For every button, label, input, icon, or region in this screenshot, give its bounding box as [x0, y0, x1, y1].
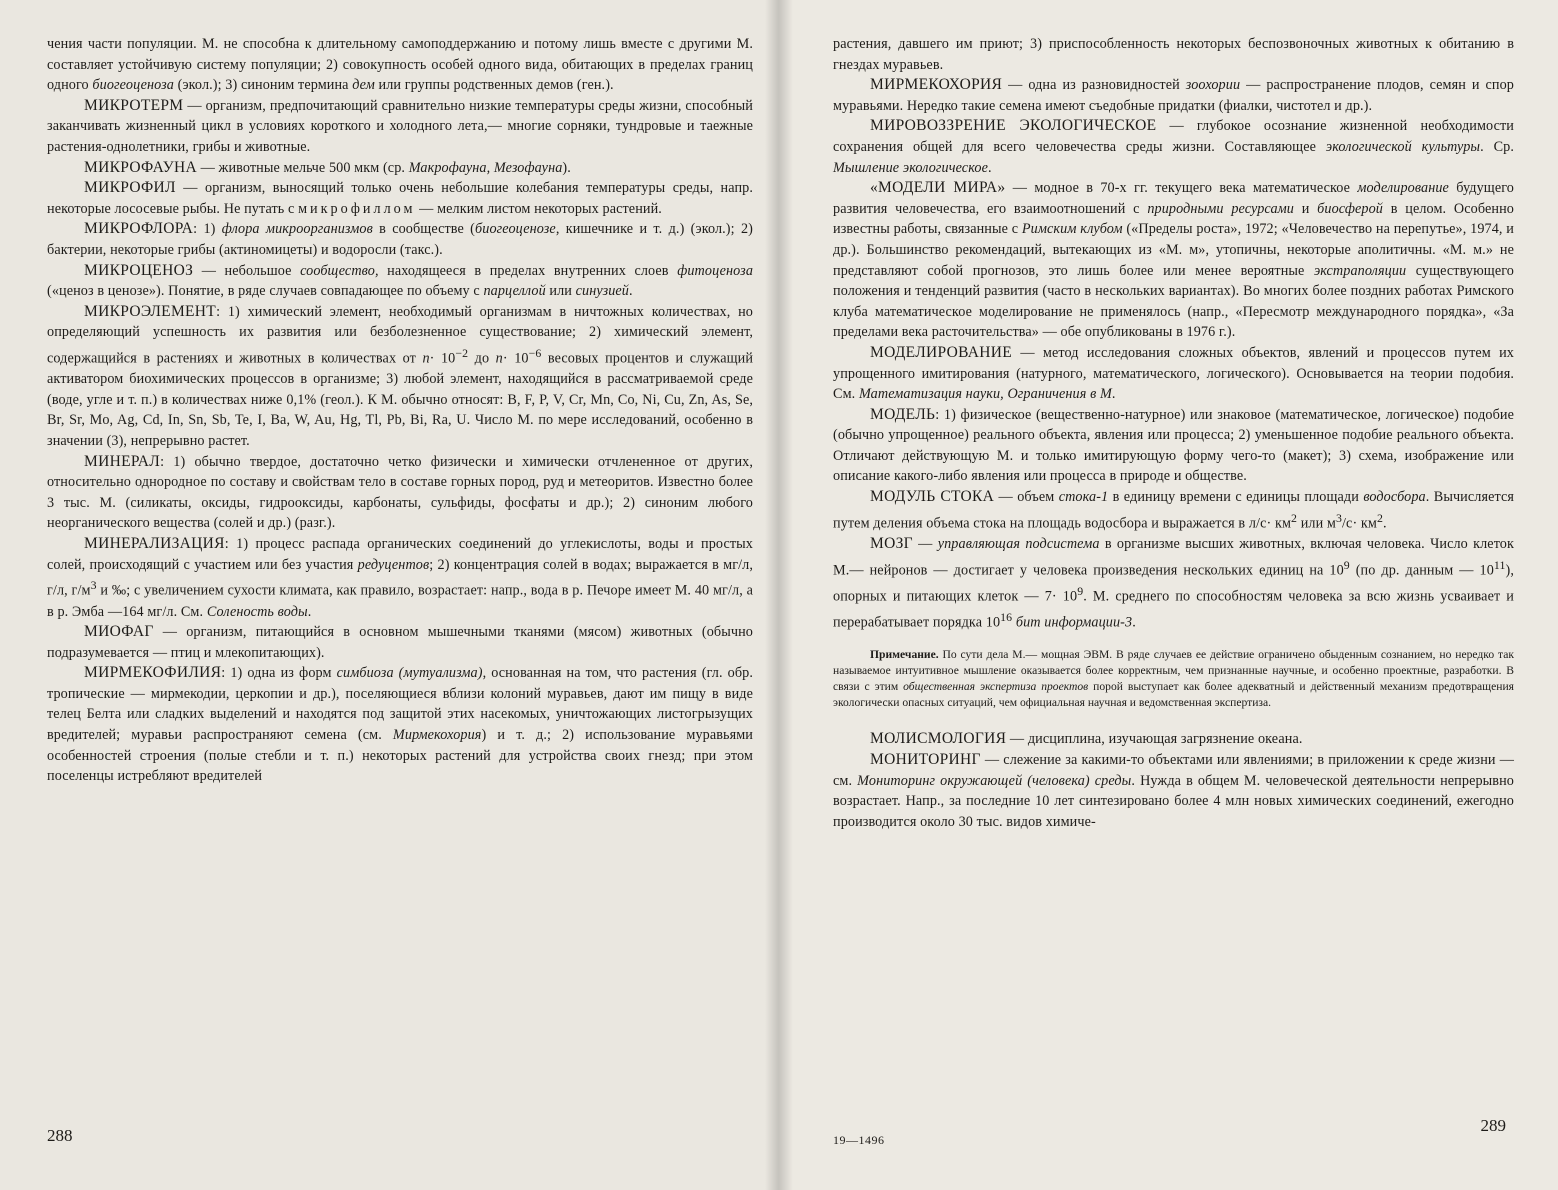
- superscript: 9: [1077, 583, 1084, 598]
- dictionary-entry-mikroflora: [47, 219, 753, 260]
- text-run: По сути дела М.— мощная ЭВМ. В ряде случаев ее действие ограничено обыденным сознанием, но нередко так называемое интуитивное мышление оказывается более корректным, чем признанные научные, и особенно проектные, разработки. В связи с этим: [833, 647, 1514, 693]
- text-run: весовых процентов и служащий активатором биохимических процессов в организме; 3) любой элемент, находящийся в рассматриваемой среде (воде, угле и т. п.) в количествах ниже 0,1% (геол.). К М. обычно относят: B, F, P, V, Cr, Mn, Co, Ni, Cu, Zn, As, Se, Br, Sr, Mo, Ag, Cd, In, Sn, Sb, Te, I, Ba, W, Au, Hg, Tl, Pb, Bi, Ra, U. Число М. по мере исследований, особенно в значении (3), непрерывно растет.: [47, 350, 754, 450]
- text-run: в целом. Особенно известны работы, связанные с: [833, 200, 1514, 238]
- text-run: или группы родственных демов (ген.).: [374, 77, 614, 94]
- text-run: .: [1383, 515, 1387, 532]
- text-run: /с· км: [1342, 515, 1377, 532]
- text-run: · 10: [429, 350, 456, 367]
- entry-headword: МИКРОТЕРМ: [84, 96, 184, 114]
- entry-headword: МИРОВОЗЗРЕНИЕ ЭКОЛОГИЧЕСКОЕ: [870, 117, 1157, 135]
- italic-term: водосбора: [1363, 489, 1426, 506]
- text-run: .: [1132, 614, 1136, 631]
- entry-headword: МИКРОФАУНА: [84, 158, 197, 176]
- text-run: или: [545, 283, 576, 300]
- italic-term: биогеоценозе: [475, 221, 556, 238]
- dictionary-entry-mirovozzrenie: [833, 116, 1514, 178]
- printer-signature: 19—1496: [833, 1133, 885, 1147]
- italic-term: общественная экспертиза проектов: [903, 679, 1089, 693]
- text-run: — одна из разновидностей: [1002, 77, 1186, 94]
- text-run: («ценоз в ценозе»). Понятие, в ряде случаев совпадающее по объему с: [47, 283, 484, 300]
- entry-headword: МОДУЛЬ СТОКА: [870, 488, 995, 506]
- text-run: .: [1111, 386, 1116, 403]
- superscript: 9: [1343, 557, 1350, 572]
- text-run: — распространение плодов, семян и спор муравьями. Нередко такие семена имеют съедобные придатки (фиалки, чистотел и др.).: [833, 77, 1514, 114]
- text-run: в организме высших животных, включая человека. Число клеток М.— нейронов — достигает у человека произведения нескольких единиц на 10: [833, 535, 1514, 579]
- italic-term: Мышление экологическое: [833, 159, 988, 176]
- italic-term: фитоценоза: [677, 262, 754, 279]
- text-run: в единицу времени с единицы площади: [1108, 489, 1364, 506]
- italic-term: управляющая подсистема: [937, 535, 1100, 552]
- dictionary-entry-cont2: [833, 34, 1514, 75]
- entry-headword: МОДЕЛЬ: [870, 405, 936, 423]
- superscript: −6: [528, 345, 542, 360]
- text-run: в сообществе (: [372, 221, 476, 238]
- dictionary-entry-modul-stoka: [833, 487, 1514, 534]
- text-run: и ‰; с увеличением сухости климата, как правило, возрастает: напр., вода в р. Печоре имеет М. 40 мг/л, а в р. Эмба —164 мг/л. См.: [47, 582, 753, 620]
- dictionary-entry-cont: [47, 34, 753, 96]
- italic-term: Соленость воды: [206, 603, 308, 620]
- entry-headword: МОЛИСМОЛОГИЯ: [870, 730, 1007, 748]
- entry-headword: МИРМЕКОХОРИЯ: [870, 76, 1003, 94]
- right-page-text-after-note: [833, 729, 1514, 832]
- text-run: микрофиллом: [298, 200, 416, 217]
- italic-term: природными ресурсами: [1147, 200, 1294, 217]
- dictionary-entry-mikroelement: [47, 302, 753, 452]
- text-run: . М. среднего по способностям человека за всю жизнь усваивает и перерабатывает порядка 10: [833, 588, 1515, 631]
- text-run: — организм, выносящий только очень небольшие колебания температуры среды, напр. некоторые лососевые рыбы. Не путать с: [47, 180, 753, 217]
- entry-headword: «МОДЕЛИ МИРА»: [870, 179, 1006, 197]
- superscript: 16: [1000, 610, 1013, 625]
- superscript: −2: [455, 345, 469, 360]
- dictionary-entry-mikrofil: [47, 178, 753, 219]
- text-run: — дисциплина, изучающая загрязнение океана.: [1006, 731, 1303, 748]
- text-run: — метод исследования сложных объектов, явлений и процессов путем их упрощенного имитирования (натурного, математического, логического). Основывается на теории подобия. См.: [833, 344, 1514, 403]
- italic-term: Математизация науки, Ограничения в М: [858, 386, 1112, 403]
- text-run: — организм, питающийся в основном мышечными тканями (мясом) животных (обычно подразумевается — птиц и млекопитающих).: [47, 624, 753, 661]
- superscript: 2: [1291, 510, 1298, 525]
- italic-term: Римским клубом: [1021, 221, 1123, 238]
- superscript: 3: [90, 578, 97, 593]
- dictionary-entry-mikrofauna: [47, 158, 753, 179]
- text-run: — организм, предпочитающий сравнительно низкие температуры среды жизни, способный заканчивать жизненный цикл в условиях короткого и холодного лета,— многие сорняки, тундровые и таежные растения-однолетники, грибы и животные.: [47, 97, 753, 155]
- text-run: — слежение за какими-то объектами или явлениями; в приложении к среде жизни — см.: [833, 751, 1514, 789]
- entry-headword: МИНЕРАЛ: [84, 452, 161, 470]
- text-run: —: [912, 535, 938, 552]
- dictionary-entry-model: [833, 405, 1514, 487]
- italic-term: парцеллой: [483, 283, 546, 300]
- text-run: или м: [1297, 515, 1336, 532]
- italic-term: биогеоценоза: [92, 77, 174, 94]
- dictionary-entry-mineralizaciya: [47, 534, 753, 622]
- italic-term: бит информации-3: [1015, 614, 1133, 631]
- text-run: : 1) физическое (вещественно-натурное) или знаковое (математическое, логическое) подобие (обычно упрощенное) реального объекта, явления или процесса; 2) уменьшенное подобие реального объекта. Отличают действующую М. и только имитирующую форму чего-то (макет); 3) схема, изображение или описание какого-либо явления или процесса в природе и обществе.: [833, 406, 1514, 485]
- text-run: — объем: [994, 489, 1059, 506]
- text-run: : 1) одна из форм: [221, 665, 337, 682]
- dictionary-entry-mozg: [833, 534, 1514, 634]
- dictionary-entry-molismologiya: [833, 729, 1514, 750]
- dictionary-entry-miofag: [47, 622, 753, 663]
- text-run: находящееся в пределах внутренних слоев: [378, 262, 678, 279]
- dictionary-entry-mikroterm: [47, 96, 753, 158]
- dictionary-entry-modeli-mira: [833, 178, 1514, 343]
- italic-term: Мониторинг окружающей (человека) среды: [857, 772, 1132, 789]
- text-run: — мелким листом некоторых растений.: [415, 200, 662, 217]
- italic-term: стока-1: [1058, 489, 1109, 506]
- text-run: — модное в 70-х гг. текущего века математическое: [1005, 180, 1358, 197]
- entry-headword: МИКРОФИЛ: [84, 179, 176, 197]
- superscript: 3: [1336, 510, 1343, 525]
- text-run: существующего положения и тенденций развития (часто в нескольких вариантах). Во многих более поздних работах Римского клуба математическое моделирование не применялось (напр., «Пересмотр международного порядка», «За пределами века расточительства» — обе опубликованы в 1976 г.).: [833, 262, 1514, 341]
- entry-headword: МИКРОЭЛЕМЕНТ: [84, 302, 217, 320]
- page-number-left: 288: [47, 1126, 73, 1145]
- note-label: Примечание.: [870, 647, 939, 661]
- text-run: и: [1294, 200, 1318, 217]
- entry-headword: МОНИТОРИНГ: [870, 750, 981, 768]
- entry-headword: МОДЕЛИРОВАНИЕ: [870, 343, 1013, 361]
- text-run: до: [468, 350, 496, 367]
- dictionary-entry-mirmekohoriya: [833, 75, 1514, 116]
- text-run: .: [307, 603, 312, 620]
- text-run: порой выступает как более адекватный и действенный механизм предотвращения экологически опасных ситуаций, чем официальная научная и ведомственная экспертиза.: [833, 679, 1514, 710]
- dictionary-entry-monitoring: [833, 750, 1514, 832]
- italic-term: симбиоза (мутуализма): [336, 665, 483, 682]
- entry-headword: МОЗГ: [870, 534, 913, 552]
- text-run: растения, давшего им приют; 3) приспособленность некоторых беспозвоночных животных к обитанию в гнездах муравьев.: [833, 36, 1514, 73]
- right-page-text: [833, 34, 1514, 634]
- italic-term: биосферой: [1317, 200, 1383, 217]
- entry-headword: МИНЕРАЛИЗАЦИЯ: [84, 534, 225, 552]
- text-run: ).: [562, 159, 571, 176]
- italic-term: экстраполяции: [1313, 262, 1407, 279]
- text-run: (экол.); 3) синоним термина: [174, 77, 353, 94]
- text-run: : 1): [193, 221, 222, 238]
- text-run: . Ср.: [1480, 138, 1515, 155]
- text-run: , основанная на том, что растения (гл. обр. тропические — мирмекодии, церкопии и др.), поселяющиеся вблизи колоний муравьев, дают им пищу в виде телец Белта или сладких выделений и находятся под защитой этих насекомых, уничтожающих листогрызущих вредителей; муравьи распространяют семена (см.: [47, 665, 753, 744]
- italic-term: флора микроорганизмов: [221, 221, 373, 238]
- dictionary-entry-modelirovanie: [833, 343, 1514, 405]
- dictionary-entry-mirmekofiliya: [47, 663, 753, 787]
- text-run: — животные мельче 500 мкм (ср.: [196, 159, 409, 176]
- text-run: : 1) химический элемент, необходимый организмам в ничтожных количествах, но определяющий успешность их развития или безболезненное существование; 2) химический элемент, содержащийся в растениях и животных в количествах от: [47, 303, 753, 367]
- text-run: : 1) процесс распада органических соединений до углекислоты, воды и простых солей, происходящий с участием или без участия: [47, 535, 753, 573]
- text-run: ) и т. д.; 2) использование муравьями особенностей строения (полые стебли и т. п.) некоторых растений для устройства своих гнезд; при этом поселенцы истребляют вредителей: [47, 727, 753, 785]
- entry-headword: МИРМЕКОФИЛИЯ: [84, 664, 222, 682]
- superscript: 11: [1493, 557, 1506, 572]
- text-run: чения части популяции. М. не способна к длительному самоподдержанию и потому лишь вместе с другими М. составляет устойчивую систему популяции; 2) совокупность особей одного вида, обитающих в пределах границ одного: [47, 36, 753, 94]
- text-run: ), опорных и питающих клеток — 7· 10: [833, 562, 1514, 605]
- italic-term: сообщество,: [300, 262, 379, 279]
- page-number-right: 289: [1480, 1116, 1506, 1135]
- italic-term: n: [495, 350, 503, 367]
- text-run: будущего развития человечества, его взаимоотношений с: [833, 180, 1514, 217]
- text-run: , кишечнике и т. д.) (экол.); 2) бактерии, некоторые грибы (актиномицеты) и водоросли (такс.).: [47, 221, 753, 258]
- left-page-text: [47, 34, 753, 787]
- text-run: .: [988, 159, 992, 176]
- text-run: («Пределы роста», 1972; «Человечество на перепутье», 1974, и др.). Большинство рекомендаций, вытекающих из «М. м», утопичны, некоторые аполитичны. «М. м.» не представляют собой прогнозов, это лишь более или менее вероятные: [833, 221, 1514, 279]
- italic-term: моделирование: [1357, 180, 1449, 197]
- text-run: .: [628, 283, 633, 300]
- italic-term: Макрофауна, Мезофауна: [408, 159, 563, 176]
- right-page: [779, 0, 1558, 1190]
- text-run: — небольшое: [193, 262, 301, 279]
- italic-term: зоохории: [1185, 77, 1241, 94]
- dictionary-entry-mineral: [47, 452, 753, 534]
- italic-term: редуцентов: [357, 556, 430, 573]
- text-run: : 1) обычно твердое, достаточно четко физически и химически отчлененное от других, относительно однородное по составу и свойствам тело в составе горных пород, руд и метеоритов. Известно более 3 тыс. М. (силикаты, оксиды, гидрооксиды, карбонаты, сульфиды, фосфаты и др.); 2) синоним любого неорганического вещества (солей и др.) (разг.).: [47, 453, 753, 532]
- text-run: · 10: [502, 350, 529, 367]
- text-run: — глубокое осознание жизненной необходимости сохранения общей для всего человечества среды жизни. Составляющее: [833, 118, 1514, 155]
- entry-headword: МИКРОЦЕНОЗ: [84, 261, 194, 279]
- dictionary-entry-mikrocenoz: [47, 261, 753, 302]
- italic-term: n: [422, 350, 430, 367]
- italic-term: Мирмекохория: [392, 727, 482, 744]
- superscript: 2: [1377, 510, 1384, 525]
- italic-term: дем: [352, 77, 375, 94]
- italic-term: синузией: [575, 283, 629, 300]
- text-run: . Нужда в общем М. человеческой деятельности непрерывно возрастает. Напр., за последние 10 лет синтезировано более 4 млн новых химических соединений, ежегодно производится около 30 тыс. видов химиче-: [833, 772, 1514, 830]
- entry-headword: МИОФАГ: [84, 623, 154, 641]
- italic-term: экологической культуры: [1325, 138, 1481, 155]
- text-run: (по др. данным — 10: [1349, 562, 1494, 579]
- text-run: ; 2) концентрация солей в водах; выражается в мг/л, г/л, г/м: [47, 556, 753, 599]
- note-block: [833, 647, 1514, 712]
- entry-headword: МИКРОФЛОРА: [84, 220, 194, 238]
- text-run: . Вычисляется путем деления объема стока на площадь водосбора и выражается в л/с· км: [833, 489, 1514, 532]
